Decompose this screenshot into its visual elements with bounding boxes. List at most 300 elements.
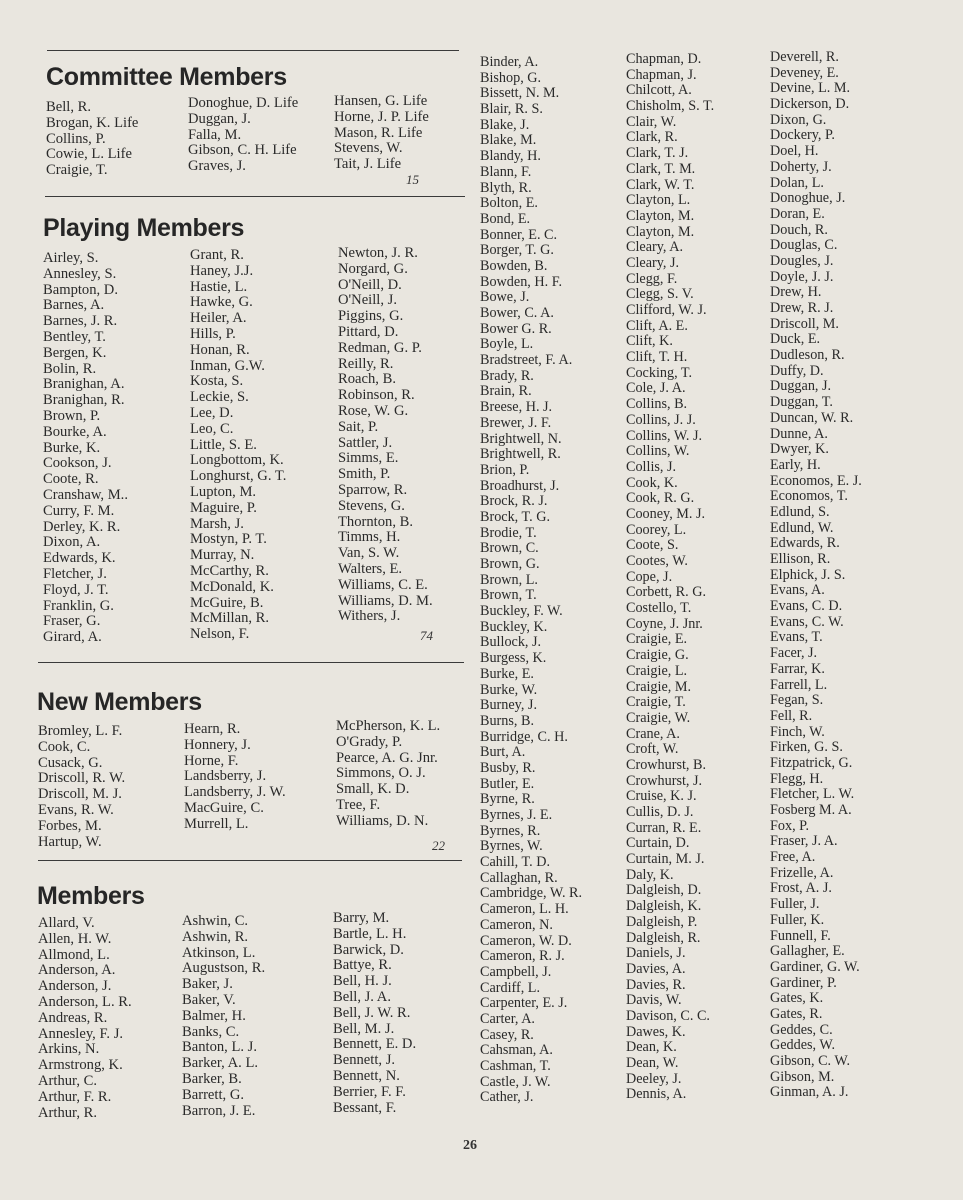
member-name: Croft, W. — [626, 741, 679, 758]
member-name: Fletcher, J. — [43, 565, 107, 582]
member-name: Rose, W. G. — [338, 402, 409, 419]
member-name: Andreas, R. — [38, 1009, 108, 1026]
playing-count: 74 — [420, 628, 433, 643]
member-name: Callaghan, R. — [480, 869, 558, 886]
member-name: Gibson, C. W. — [770, 1053, 851, 1069]
member-name: Cameron, R. J. — [480, 948, 565, 965]
member-name: Economos, T. — [770, 488, 848, 505]
member-name: Fraser, J. A. — [770, 833, 838, 850]
member-name: Boyle, L. — [480, 336, 534, 353]
member-name: Crane, A. — [626, 725, 680, 742]
member-name: Campbell, J. — [480, 963, 552, 980]
member-name: Curtain, M. J. — [626, 851, 705, 868]
member-name: Bradstreet, F. A. — [480, 352, 573, 369]
member-name: Doran, E. — [770, 205, 825, 222]
new-col-3 — [336, 719, 440, 830]
member-name: Gibson, M. — [770, 1068, 835, 1085]
member-name: Hearn, R. — [184, 721, 241, 737]
member-name: Thornton, B. — [338, 513, 413, 530]
member-name: Brown, T. — [480, 587, 537, 604]
member-name: Cookson, J. — [43, 455, 112, 472]
member-name: Brodie, T. — [480, 524, 537, 541]
member-name: Simmons, O. J. — [336, 765, 426, 782]
member-name: Barron, J. E. — [182, 1102, 256, 1119]
member-name: Barry, M. — [333, 910, 390, 926]
member-name: Frost, A. J. — [770, 880, 832, 897]
member-name: Hills, P. — [190, 325, 236, 342]
member-name: Baker, V. — [182, 991, 236, 1008]
member-name: Fraser, G. — [43, 613, 101, 630]
member-name: Williams, D. N. — [336, 812, 429, 829]
member-name: Evans, C. W. — [770, 613, 844, 630]
member-name: Burt, A. — [480, 744, 526, 761]
members-right-col-1 — [480, 55, 582, 1106]
member-name: Byrnes, R. — [480, 822, 541, 839]
member-name: Annesley, S. — [43, 265, 117, 282]
member-name: Farrell, L. — [770, 676, 828, 693]
member-name: Davison, C. C. — [626, 1007, 710, 1024]
member-name: Clayton, M. — [626, 223, 695, 240]
member-name: Barker, B. — [182, 1070, 242, 1087]
member-name: Smith, P. — [338, 466, 391, 483]
member-name: Barrett, G. — [182, 1086, 245, 1103]
member-name: Barnes, A. — [43, 297, 105, 314]
member-name: Arthur, R. — [38, 1104, 98, 1121]
member-name: Cruise, K. J. — [626, 788, 697, 805]
member-name: Cullis, D. J. — [626, 804, 694, 820]
member-name: Bowe, J. — [480, 289, 530, 306]
member-name: Little, S. E. — [190, 436, 257, 453]
member-name: Allen, H. W. — [38, 930, 112, 947]
member-name: Cook, K. — [626, 474, 678, 491]
member-name: Bennett, E. D. — [333, 1036, 417, 1053]
member-name: Deverell, R. — [770, 49, 839, 65]
member-name: Duggan, J. — [770, 378, 832, 395]
member-name: Grant, R. — [190, 247, 244, 263]
member-name: Burney, J. — [480, 697, 538, 714]
member-name: Douglas, C. — [770, 237, 838, 254]
member-name: Edwards, K. — [43, 550, 116, 567]
member-name: Breese, H. J. — [480, 399, 553, 416]
member-name: Brady, R. — [480, 367, 534, 384]
member-name: Bell, M. J. — [333, 1020, 395, 1037]
member-name: Branighan, R. — [43, 392, 125, 409]
member-name: Daniels, J. — [626, 945, 686, 962]
member-name: Cleary, A. — [626, 239, 683, 256]
member-name: Burke, K. — [43, 439, 101, 456]
member-name: Dalgleish, R. — [626, 929, 701, 946]
member-name: Donoghue, D. Life — [188, 95, 299, 111]
member-name: Clayton, M. — [626, 207, 695, 224]
new-col-1 — [38, 724, 125, 850]
member-name: Fox, P. — [770, 817, 810, 834]
member-name: Arthur, C. — [38, 1072, 98, 1089]
member-name: O'Neill, D. — [338, 276, 402, 293]
member-name: Banton, L. J. — [182, 1039, 257, 1056]
member-name: Collins, P. — [46, 130, 106, 147]
new-top-rule — [38, 662, 464, 663]
member-name: Doel, H. — [770, 143, 819, 160]
member-name: Facer, J. — [770, 645, 818, 662]
member-name: Deeley, J. — [626, 1070, 682, 1087]
member-name: Dolan, L. — [770, 174, 824, 191]
member-name: Bolin, R. — [43, 360, 97, 377]
member-name: Cashman, T. — [480, 1058, 551, 1074]
member-name: Cather, J. — [480, 1089, 534, 1106]
member-name: Gallagher, E. — [770, 943, 845, 960]
playing-heading: Playing Members — [43, 214, 245, 242]
member-name: Cooney, M. J. — [626, 505, 706, 522]
playing-col-1 — [43, 251, 128, 646]
member-name: Branighan, A. — [43, 376, 125, 393]
member-name: Byrnes, W. — [480, 838, 543, 855]
member-name: Corbett, R. G. — [626, 584, 706, 601]
member-name: Hawke, G. — [190, 294, 253, 311]
member-name: Blake, M. — [480, 132, 537, 149]
member-name: Longbottom, K. — [190, 452, 284, 469]
members-heading: Members — [37, 882, 145, 910]
member-name: Brock, R. J. — [480, 493, 548, 510]
member-name: Floyd, J. T. — [43, 581, 109, 598]
member-name: Edlund, S. — [770, 503, 830, 520]
member-name: Balmer, H. — [182, 1007, 246, 1024]
playing-top-rule — [45, 196, 465, 197]
member-name: Blair, R. S. — [480, 101, 543, 118]
member-name: Armstrong, K. — [38, 1057, 123, 1074]
member-name: Dwyer, K. — [770, 441, 829, 458]
member-name: Bower, C. A. — [480, 305, 554, 321]
member-name: Longhurst, G. T. — [190, 468, 287, 485]
member-name: Economos, E. J. — [770, 472, 862, 489]
member-name: Gates, K. — [770, 990, 824, 1007]
member-name: Carpenter, E. J. — [480, 995, 568, 1012]
member-name: Haney, J.J. — [190, 262, 254, 279]
member-name: Cook, C. — [38, 738, 91, 755]
member-name: Funnell, F. — [770, 927, 831, 944]
member-name: Blandy, H. — [480, 148, 541, 165]
member-name: Coote, S. — [626, 537, 679, 554]
member-name: Dalgleish, K. — [626, 898, 702, 915]
member-name: Devine, L. M. — [770, 80, 850, 97]
member-name: Bolton, E. — [480, 195, 538, 212]
member-name: Hansen, G. Life — [334, 93, 428, 109]
member-name: Dickerson, D. — [770, 96, 850, 113]
member-name: Horne, F. — [184, 752, 239, 769]
member-name: Brion, P. — [480, 461, 530, 478]
committee-top-rule — [47, 50, 459, 51]
member-name: Tree, F. — [336, 796, 381, 813]
member-name: Gardiner, P. — [770, 974, 837, 991]
member-name: Driscoll, M. J. — [38, 786, 122, 803]
member-name: Curtain, D. — [626, 835, 690, 852]
member-name: Brown, G. — [480, 556, 540, 572]
member-name: Nelson, F. — [190, 626, 250, 643]
member-name: Maguire, P. — [190, 499, 257, 516]
member-name: Burns, B. — [480, 712, 534, 729]
member-name: Leo, C. — [190, 420, 234, 437]
member-name: Fuller, J. — [770, 896, 820, 913]
member-name: Cook, R. G. — [626, 490, 695, 507]
member-name: Mason, R. Life — [334, 124, 423, 141]
member-name: Dean, K. — [626, 1039, 677, 1056]
committee-col-3 — [334, 94, 429, 173]
playing-col-3 — [338, 246, 433, 625]
member-name: Heiler, A. — [190, 310, 247, 327]
member-name: Castle, J. W. — [480, 1073, 551, 1090]
member-name: Craigie, G. — [626, 647, 689, 664]
member-name: Craigie, W. — [626, 709, 691, 726]
member-name: Brogan, K. Life — [46, 114, 139, 131]
member-name: Falla, M. — [188, 126, 242, 143]
member-name: Augustson, R. — [182, 960, 266, 977]
member-name: Cambridge, W. R. — [480, 885, 583, 902]
member-name: Banks, C. — [182, 1023, 240, 1040]
member-name: Driscoll, R. W. — [38, 770, 126, 787]
member-name: Bower G. R. — [480, 320, 552, 337]
member-name: Withers, J. — [338, 608, 401, 625]
member-name: Duffy, D. — [770, 362, 824, 379]
member-name: Chapman, D. — [626, 51, 702, 67]
member-name: McMillan, R. — [190, 610, 270, 627]
member-name: Anderson, J. — [38, 978, 112, 995]
member-name: Casey, R. — [480, 1026, 534, 1043]
member-name: Arkins, N. — [38, 1041, 100, 1058]
member-name: Bissett, N. M. — [480, 85, 560, 102]
member-name: Barker, A. L. — [182, 1055, 259, 1072]
member-name: Burke, E. — [480, 665, 534, 682]
member-name: Bentley, T. — [43, 328, 106, 345]
member-name: Edwards, R. — [770, 535, 840, 552]
member-name: Duggan, J. — [188, 110, 251, 127]
member-name: Anderson, A. — [38, 962, 116, 979]
member-name: Allard, V. — [38, 915, 95, 931]
member-name: Carter, A. — [480, 1010, 535, 1027]
member-name: Fegan, S. — [770, 692, 824, 709]
member-name: Bowden, B. — [480, 257, 548, 274]
member-name: Clark, T. M. — [626, 160, 696, 177]
member-name: Dudleson, R. — [770, 347, 845, 364]
member-name: Daly, K. — [626, 866, 674, 883]
member-name: Elphick, J. S. — [770, 566, 846, 583]
member-name: Duncan, W. R. — [770, 409, 854, 426]
member-name: Clift, A. E. — [626, 317, 688, 334]
member-name: Bullock, J. — [480, 634, 542, 651]
member-name: Anderson, L. R. — [38, 993, 132, 1010]
member-name: Brown, L. — [480, 571, 538, 588]
member-name: Collins, B. — [626, 396, 688, 413]
member-name: Ellison, R. — [770, 551, 831, 567]
member-name: Cleary, J. — [626, 254, 680, 271]
member-name: Bond, E. — [480, 210, 531, 227]
member-name: Collins, W. J. — [626, 427, 703, 444]
member-name: Geddes, W. — [770, 1037, 836, 1054]
member-name: Cole, J. A. — [626, 380, 686, 397]
member-name: Bessant, F. — [333, 1099, 397, 1116]
member-name: Craigie, L. — [626, 662, 688, 679]
member-name: Battye, R. — [333, 957, 392, 974]
member-name: Honan, R. — [190, 341, 250, 358]
member-name: Bergen, K. — [43, 344, 107, 361]
member-name: Duck, E. — [770, 331, 821, 348]
member-name: Burgess, K. — [480, 650, 547, 667]
member-name: Coyne, J. Jnr. — [626, 615, 703, 632]
member-name: Fuller, K. — [770, 911, 825, 928]
member-name: Brightwell, N. — [480, 430, 562, 447]
member-name: Bennett, J. — [333, 1052, 396, 1069]
member-name: Collis, J. — [626, 458, 677, 475]
member-name: Mostyn, P. T. — [190, 531, 267, 548]
member-name: Duggan, T. — [770, 394, 833, 411]
member-name: Davies, R. — [626, 976, 686, 993]
member-name: O'Grady, P. — [336, 733, 403, 750]
member-name: Dixon, G. — [770, 111, 827, 128]
member-name: McGuire, B. — [190, 594, 264, 611]
member-name: Flegg, H. — [770, 770, 824, 787]
new-count: 22 — [432, 838, 445, 853]
member-name: Ginman, A. J. — [770, 1084, 849, 1101]
member-name: Clift, T. H. — [626, 349, 688, 366]
member-name: Baker, J. — [182, 976, 233, 993]
member-name: Bonner, E. C. — [480, 226, 558, 243]
member-name: Burke, W. — [480, 681, 538, 698]
member-name: Arthur, F. R. — [38, 1088, 112, 1105]
member-name: Brock, T. G. — [480, 508, 551, 525]
member-name: Cameron, L. H. — [480, 901, 569, 918]
member-name: Clayton, L. — [626, 192, 691, 209]
member-name: McPherson, K. L. — [336, 718, 441, 734]
new-col-2 — [184, 722, 286, 833]
member-name: Timms, H. — [338, 529, 401, 546]
member-name: Dawes, K. — [626, 1023, 686, 1040]
member-name: Brightwell, R. — [480, 446, 561, 463]
member-name: Cocking, T. — [626, 364, 693, 381]
member-name: Cootes, W. — [626, 553, 688, 569]
member-name: Bowden, H. F. — [480, 273, 563, 290]
member-name: Forbes, M. — [38, 817, 102, 834]
member-name: Landsberry, J. — [184, 768, 267, 785]
member-name: Graves, J. — [188, 158, 246, 175]
member-name: Cowie, L. Life — [46, 146, 132, 163]
member-name: Chisholm, S. T. — [626, 98, 715, 115]
member-name: Cardiff, L. — [480, 979, 541, 996]
member-name: Douch, R. — [770, 221, 828, 238]
member-name: Clifford, W. J. — [626, 302, 707, 318]
member-name: Stevens, W. — [334, 140, 403, 157]
member-name: Curry, F. M. — [43, 502, 115, 519]
member-name: Ashwin, C. — [182, 913, 249, 929]
member-name: Bell, R. — [46, 99, 91, 115]
member-name: Clark, T. J. — [626, 145, 689, 162]
member-name: Bartle, L. H. — [333, 925, 407, 942]
members-top-rule — [38, 860, 462, 861]
member-name: Fosberg M. A. — [770, 802, 852, 818]
member-name: Newton, J. R. — [338, 245, 418, 261]
member-name: Cranshaw, M.. — [43, 486, 128, 503]
member-name: Binder, A. — [480, 54, 539, 70]
member-name: Cahsman, A. — [480, 1042, 553, 1059]
member-name: Sparrow, R. — [338, 481, 408, 498]
member-name: Dixon, A. — [43, 534, 101, 551]
member-name: Derley, K. R. — [43, 518, 121, 535]
member-name: Collins, W. — [626, 443, 690, 460]
member-name: O'Neill, J. — [338, 292, 397, 309]
member-name: Lupton, M. — [190, 483, 257, 500]
member-name: Borger, T. G. — [480, 242, 554, 259]
member-name: Dennis, A. — [626, 1086, 687, 1103]
member-name: Williams, C. E. — [338, 576, 428, 593]
member-name: Dean, W. — [626, 1055, 679, 1071]
member-name: Brown, C. — [480, 540, 539, 557]
member-name: Busby, R. — [480, 759, 536, 776]
member-name: Cope, J. — [626, 568, 673, 585]
member-name: Curran, R. E. — [626, 819, 702, 836]
member-name: Finch, W. — [770, 723, 825, 740]
member-name: Edlund, W. — [770, 519, 834, 536]
member-name: Annesley, F. J. — [38, 1025, 124, 1042]
member-name: Dalgleish, D. — [626, 882, 702, 899]
member-name: Roach, B. — [338, 371, 396, 388]
member-name: Barwick, D. — [333, 941, 404, 958]
member-name: Evans, T. — [770, 629, 823, 646]
member-name: Clift, K. — [626, 333, 673, 350]
committee-heading: Committee Members — [46, 63, 287, 91]
member-name: Inman, G.W. — [190, 357, 265, 374]
member-name: Bourke, A. — [43, 423, 107, 440]
member-name: Evans, C. D. — [770, 598, 843, 615]
member-name: Craigie, M. — [626, 678, 692, 695]
member-name: Norgard, G. — [338, 260, 408, 277]
members-right-col-3 — [770, 50, 862, 1101]
member-name: Deveney, E. — [770, 64, 839, 81]
member-name: Tait, J. Life — [334, 156, 402, 173]
member-name: Hartup, W. — [38, 833, 102, 850]
member-name: Sait, P. — [338, 418, 379, 435]
member-name: Gibson, C. H. Life — [188, 142, 297, 159]
member-name: Clark, R. — [626, 129, 678, 146]
member-name: Brain, R. — [480, 383, 532, 400]
member-name: Murrell, L. — [184, 815, 249, 832]
member-name: Fletcher, L. W. — [770, 786, 855, 803]
members-col-2 — [182, 914, 265, 1119]
member-name: Bell, J. W. R. — [333, 1004, 411, 1021]
member-name: Blann, F. — [480, 163, 532, 180]
member-name: Bennett, N. — [333, 1067, 400, 1084]
member-name: McDonald, K. — [190, 578, 274, 595]
member-name: Cahill, T. D. — [480, 854, 551, 871]
member-name: Franklin, G. — [43, 597, 114, 614]
member-name: Davis, W. — [626, 992, 682, 1009]
member-name: Cameron, W. D. — [480, 932, 572, 949]
member-name: Chapman, J. — [626, 66, 697, 83]
member-name: Redman, G. P. — [338, 339, 422, 356]
member-name: Barnes, J. R. — [43, 313, 118, 330]
member-name: Allmond, L. — [38, 946, 110, 963]
member-name: Butler, E. — [480, 775, 535, 792]
member-name: Fell, R. — [770, 707, 813, 724]
member-name: Bampton, D. — [43, 281, 118, 298]
member-name: Dunne, A. — [770, 425, 828, 442]
member-name: Cameron, N. — [480, 916, 553, 933]
member-name: Piggins, G. — [338, 308, 404, 325]
page-number: 26 — [463, 1138, 477, 1153]
member-name: Chilcott, A. — [626, 82, 692, 99]
member-name: Early, H. — [770, 456, 821, 473]
member-name: Dockery, P. — [770, 127, 835, 144]
member-name: Byrnes, J. E. — [480, 807, 553, 823]
member-name: Marsh, J. — [190, 515, 244, 532]
new-heading: New Members — [37, 688, 202, 716]
member-name: Bromley, L. F. — [38, 723, 123, 739]
